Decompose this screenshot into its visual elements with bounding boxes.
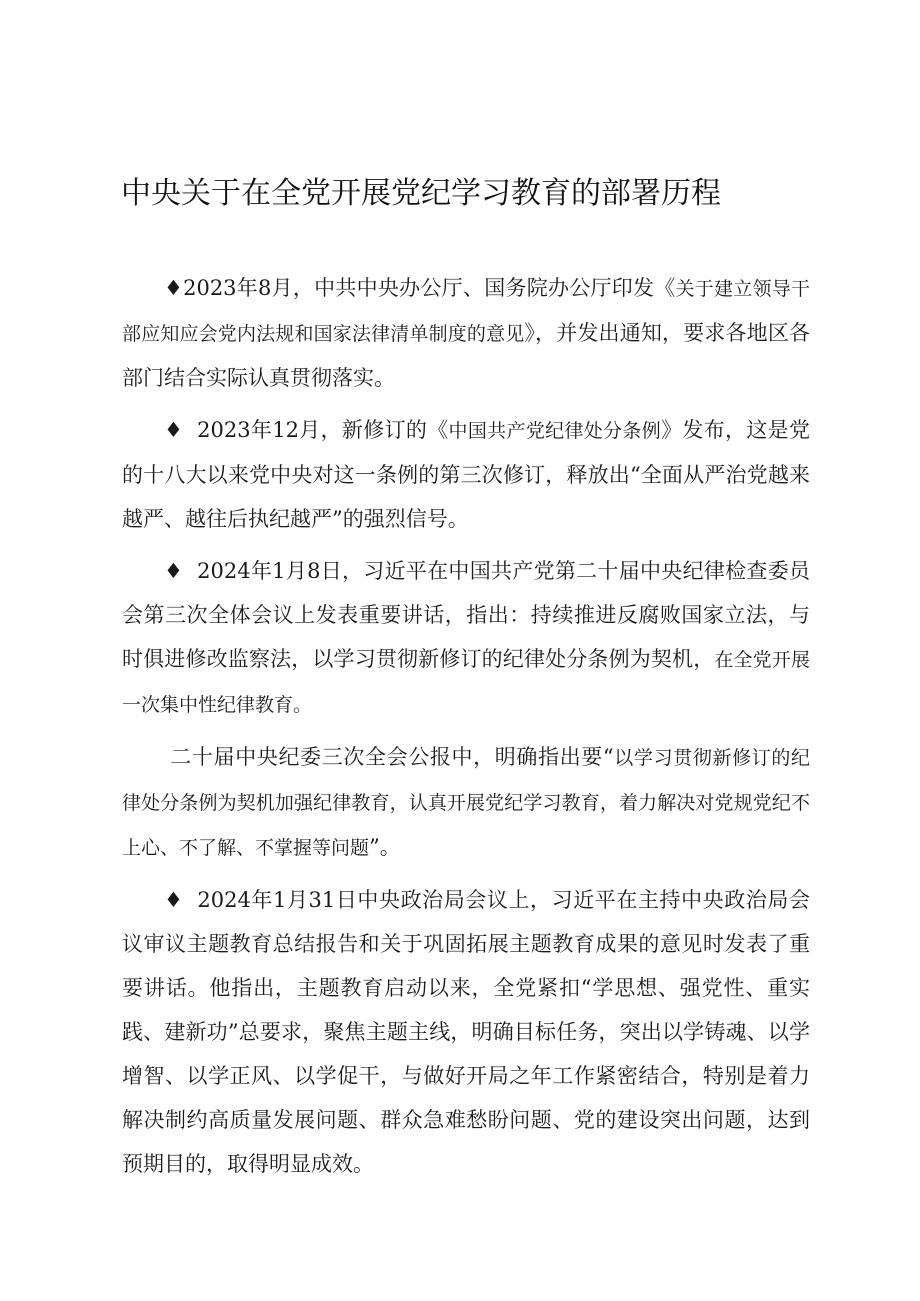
paragraph-5 [122,878,810,1186]
paragraph-3-text-a: 2024年1月8日，习近平在中国共产党第二十届中央纪律检查委员会第三次全体会议上发表重要讲话，指出：持续推进反腐败国家立法，与时俱进修改监察法，以学习贯彻新修订的纪律处分条例为契机， [122,559,811,671]
paragraph-2-text-c: 》发布，这是党的十八大以来党中央对这一条例的第三次修订，释放出“全面从严治党越来越严、越往后执纪越严”的强烈信号。 [122,418,810,531]
paragraph-1-document-name: 关于建立领导干部应知应会党内法规和国家法律清单制度的意见 [122,278,810,345]
paragraph-1 [122,266,810,400]
paragraph-4-text-a: 二十届中央纪委三次全会公报中，明确指出要“ [170,745,614,769]
paragraph-4 [122,735,810,870]
paragraph-3-text-b: 在全党开展一次集中性纪律教育。 [122,649,810,716]
diamond-bullet-icon: ♦ [164,276,184,300]
paragraph-4-quote: 以学习贯彻新修订的纪律处分条例为契机加强纪律教育，认真开展党纪学习教育，着力解决对党规党纪不上心、不了解、不掌握等问题 [122,747,810,859]
diamond-bullet-icon: ♦ [164,418,184,442]
document-title: 中央关于在全党开展党纪学习教育的部署历程 [121,176,721,211]
paragraph-2-regulation-name: 中国共产党纪律处分条例 [448,420,662,442]
paragraph-2 [122,408,810,541]
paragraph-3 [122,549,810,727]
diamond-bullet-icon: ♦ [164,559,184,583]
document-body [122,266,810,1194]
paragraph-1-text-a: 2023年8月，中共中央办公厅、国务院办公厅印发《 [183,276,676,300]
paragraph-5-text-a: 2024年1月31日中央政治局会议上，习近平在主持中央政治局会议审议主题教育总结报告和关于巩固拓展主题教育成果的意见时发表了重要讲话。他指出，主题教育启动以来，全党紧扣“学思想、强党性、重实践、建新功”总要求，聚焦主题主线，明确目标任务，突出以学铸魂、以学增智、以学正风、以学促干，与做好开局之年工作紧密结合，特别是着力解决制约高质量发展问题、群众急难愁盼问题、党的建设突出问题，达到预期目的，取得明显成效。 [122,888,810,1176]
diamond-bullet-icon: ♦ [164,888,184,912]
paragraph-4-text-c: ”。 [369,835,401,859]
paragraph-2-text-a: 2023年12月，新修订的《 [197,418,449,442]
paragraph-1-text-c: 》，并发出通知，要求各地区各部门结合实际认真贯彻落实。 [122,321,810,390]
